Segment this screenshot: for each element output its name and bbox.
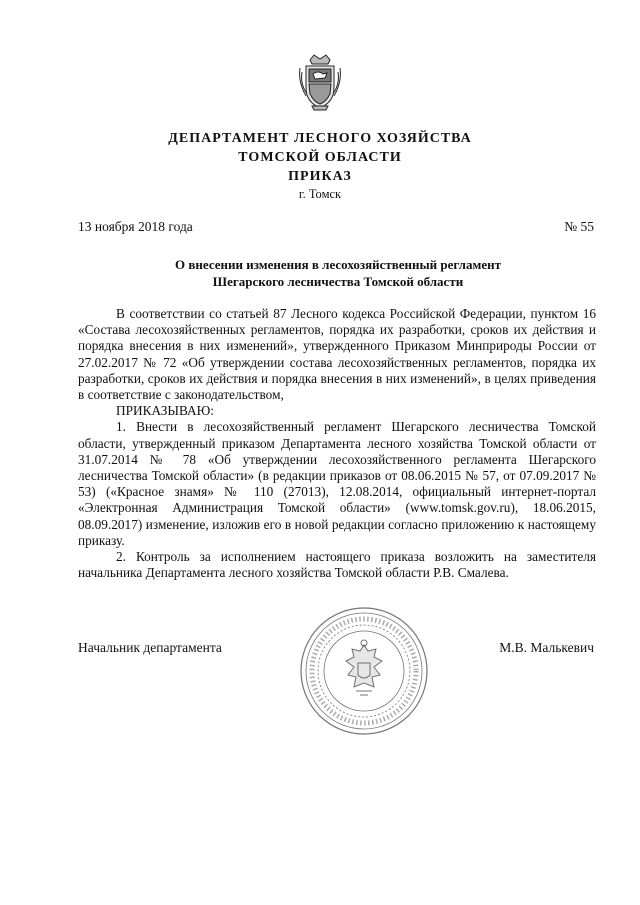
order-item-1: 1. Внести в лесохозяйственный регламент Шегарского лесничества Томской области, утвержденный приказом Департамента лесного хозяйства Томской области от 31.07.2014 № 78 «Об утверждении лесохозяйственного регламента Шегарского лесничества Томской области» (в редакции приказов от 08.06.2015 № 57, от 07.09.2017 № 53) («Красное знамя» № 110 (27013), 12.08.2014, официальный интернет-портал «Электронная Администрация Томской области» (www.tomsk.gov.ru), 18.06.2015, 08.09.2017) изменение, изложив его в новой редакции согласно приложению к настоящему приказу. xyxy=(78,419,596,548)
order-date: 13 ноября 2018 года xyxy=(78,219,193,234)
order-word: ПРИКАЗЫВАЮ: xyxy=(116,403,214,419)
order-number: № 55 xyxy=(564,219,594,234)
official-seal-icon xyxy=(298,605,430,737)
document-type-title: ПРИКАЗ xyxy=(288,169,352,184)
order-body xyxy=(78,306,596,581)
subject-line1: О внесении изменения в лесохозяйственный регламент xyxy=(175,257,501,272)
city-label: г. Томск xyxy=(298,187,342,201)
order-item-2: 2. Контроль за исполнением настоящего приказа возложить на заместителя начальника Департамента лесного хозяйства Томской области Р.В. Смалева. xyxy=(78,549,596,581)
department-name-line2: ТОМСКОЙ ОБЛАСТИ xyxy=(238,150,402,165)
order-subject xyxy=(80,256,596,290)
intro-paragraph: В соответствии со статьей 87 Лесного кодекса Российской Федерации, пунктом 16 «Состава лесохозяйственных регламентов, порядка их разработки, сроков их действия и порядка внесения в них изменений», утвержденного Приказом Минприроды России от 27.02.2017 № 72 «Об утверждении состава лесохозяйственных регламентов, порядка их разработки, сроков их действия и порядка внесения в них изменений», в целях приведения в соответствие с законодательством, xyxy=(78,306,596,403)
signatory-name: М.В. Малькевич xyxy=(499,640,594,655)
subject-line2: Шегарского лесничества Томской области xyxy=(212,274,464,289)
department-name-line1: ДЕПАРТАМЕНТ ЛЕСНОГО ХОЗЯЙСТВА xyxy=(168,131,472,146)
coat-of-arms-icon xyxy=(296,52,344,112)
signatory-title: Начальник департамента xyxy=(78,640,222,655)
